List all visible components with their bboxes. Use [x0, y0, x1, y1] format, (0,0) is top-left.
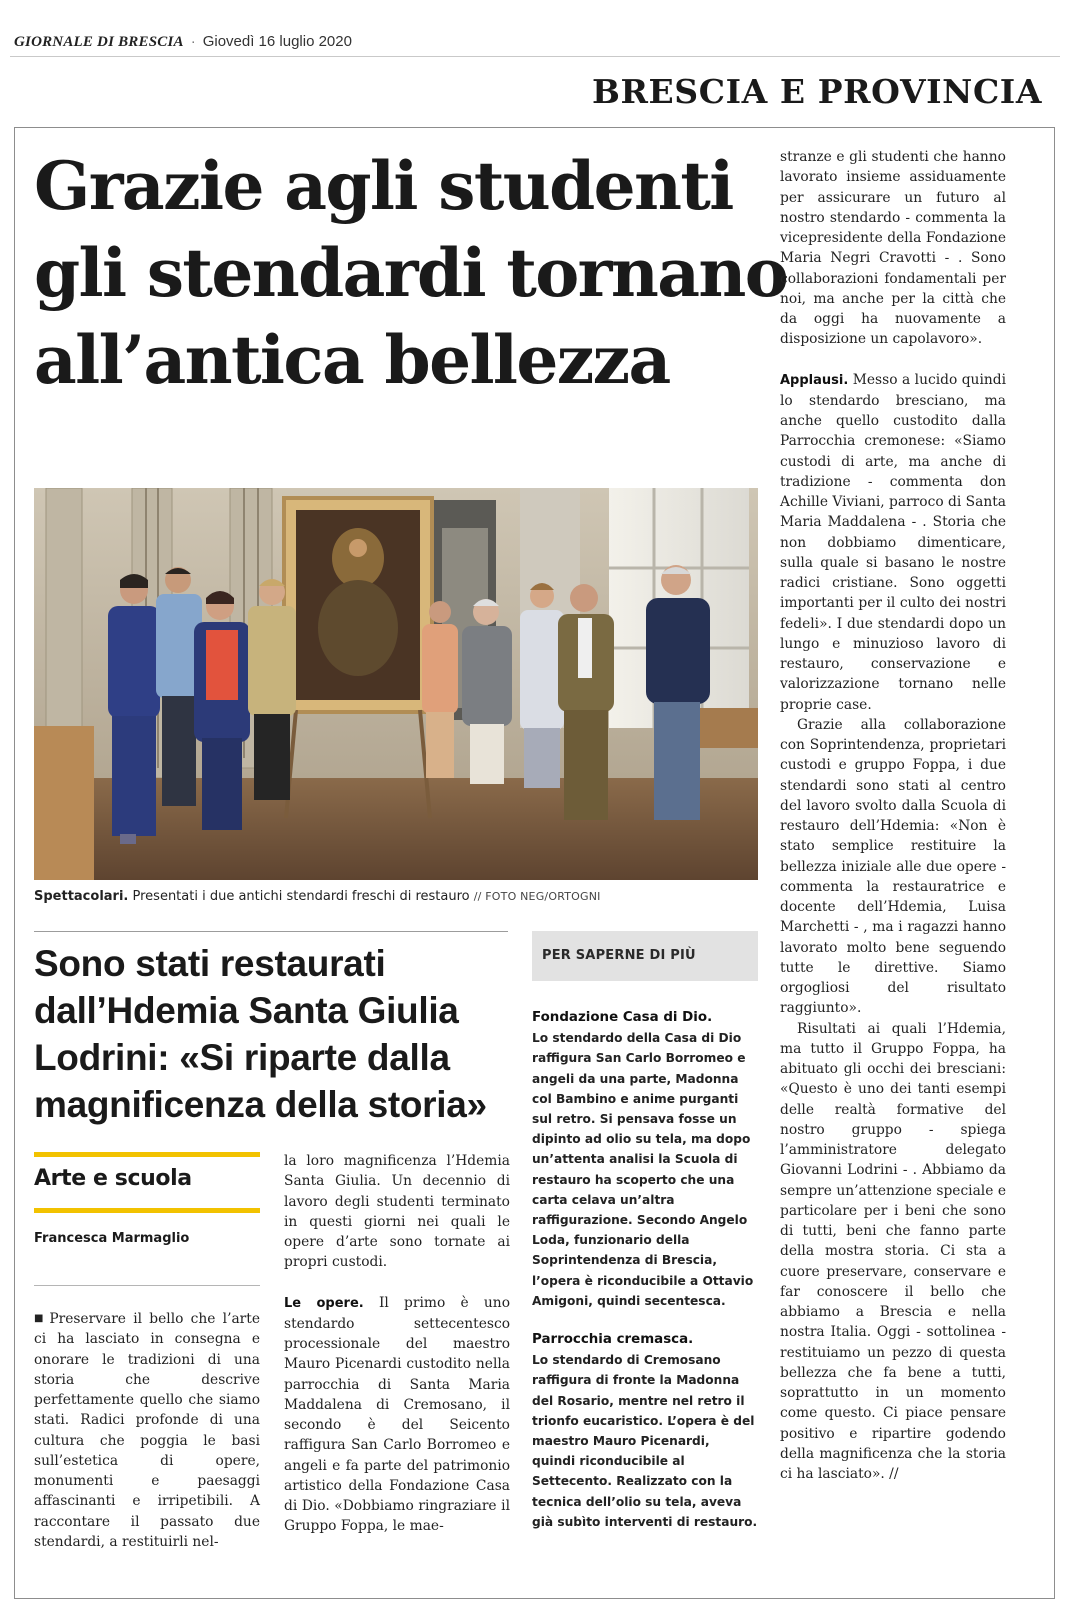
sidebar-line: quindi riconducibile al: [532, 1454, 685, 1469]
subheadline-line: magnificenza della storia»: [34, 1084, 487, 1125]
sidebar-line: raffigura San Carlo Borromeo e: [532, 1051, 746, 1066]
caption-text: Presentati i due antichi stendardi freschi di restauro: [132, 889, 470, 904]
sidebar-line: tecnica dell’olio su tela, aveva: [532, 1494, 742, 1509]
body-paragraph: [284, 1293, 510, 1537]
sidebar-line: Amigoni, quindi secentesca.: [532, 1293, 726, 1308]
subheadline-line: dall’Hdemia Santa Giulia: [34, 990, 459, 1031]
headline: [34, 143, 788, 404]
sidebar-line: trionfo eucaristico. L’opera è del: [532, 1413, 755, 1428]
sidebar-line: raffigura di fronte la Madonna: [532, 1373, 740, 1388]
body-paragraph: Grazie alla collaborazione con Soprintendenza, proprietari custodi e gruppo Foppa, i due stendardi sono stati al centro del lavoro svolto dalla Scuola di restauro dell’Hdemia: «Non è stato semplice restituire la bellezza iniziale alle due opere - commenta la restauratrice e docente dell’Hdemia, Luisa Marchetti - , ma i ragazzi hanno lavorato molto bene seguendo tutte le direttive. Siamo orgogliosi del risultato raggiunto».: [780, 716, 1006, 1017]
sidebar-item-heading: Fondazione Casa di Dio.: [532, 1010, 713, 1025]
sidebar-line: del Rosario, mentre nel retro il: [532, 1393, 745, 1408]
headline-line: all’antica bellezza: [34, 321, 670, 399]
sidebar-line: già subìto interventi di restauro.: [532, 1514, 758, 1529]
paragraph-text: Messo a lucido quindi lo stendardo bresciano, ma anche quello custodito dalla Parrocchia cremonese: «Siamo custodi di arte, ma anche di tradizione - commenta don Achille Viviani, parroco di Santa Maria Maddalena - . Storia che non dobbiamo dimenticare, sulla quale si basano le nostre radici cristiane. Sono oggetti importanti per il culto dei nostri fedeli». I due stendardi dopo un lungo e minuzioso lavoro di restauro, conservazione e valorizzazione tornano nelle proprie case.: [780, 371, 1006, 713]
sidebar-line: maestro Mauro Picenardi,: [532, 1434, 710, 1449]
kicker: Arte e scuola: [34, 1166, 192, 1191]
article-photo: [34, 488, 758, 880]
group-photo-illustration: [34, 488, 758, 880]
sidebar-line: dipinto ad olio su tela, ma dopo: [532, 1132, 751, 1147]
issue-date: Giovedì 16 luglio 2020: [202, 33, 352, 50]
sidebar-line: carta celava un’altra: [532, 1192, 675, 1207]
sidebar-line: Soprintendenza di Brescia,: [532, 1253, 717, 1268]
paragraph-text: Il primo è uno stendardo settecentesco processionale del maestro Mauro Picenardi custodito nella parrocchia di Santa Maria Maddalena di Cremosano, il secondo è del Seicento raffigura San Carlo Borromeo e angeli e fa parte del patrimonio artistico della Fondazione Casa di Dio. «Dobbiamo ringraziare il Gruppo Foppa, le mae-: [284, 1294, 510, 1535]
subhead-rule: [34, 931, 508, 932]
sidebar-item-2: [532, 1330, 758, 1532]
headline-line: gli stendardi tornano: [34, 234, 788, 312]
masthead-rule: [10, 56, 1060, 57]
sidebar-line: restauro ha scoperto che una: [532, 1172, 735, 1187]
newspaper-name: GIORNALE DI BRESCIA: [14, 34, 184, 50]
sidebar-line: sul retro. Si pensava fosse un: [532, 1112, 737, 1127]
sidebar-item-1: [532, 1008, 758, 1311]
person-4: [248, 579, 296, 800]
author-rule: [34, 1285, 260, 1286]
body-column-2: [284, 1151, 510, 1537]
person-8: [558, 584, 614, 820]
kicker-rule-top: [34, 1152, 260, 1157]
runin-heading: Applausi.: [780, 372, 849, 388]
sidebar-line: Settecento. Realizzato con la: [532, 1474, 733, 1489]
sidebar-line: col Bambino e anime purganti: [532, 1091, 739, 1106]
person-5: [422, 601, 458, 778]
section-title: BRESCIA E PROVINCIA: [592, 72, 1043, 111]
photo-caption: [34, 889, 764, 904]
masthead: [14, 33, 352, 51]
subheadline-line: Sono stati restaurati: [34, 943, 386, 984]
photo-credit: // FOTO NEG/ORTOGNI: [473, 890, 601, 903]
caption-lead: Spettacolari.: [34, 889, 129, 904]
runin-heading: Le opere.: [284, 1295, 364, 1311]
sidebar-title: PER SAPERNE DI PIÙ: [532, 931, 758, 981]
body-paragraph: stranze e gli studenti che hanno lavorato insieme assiduamente per assicurare un futuro al nostro stendardo - commenta la vicepresidente della Fondazione Maria Negri Cravotti - . Sono collaborazioni fondamentali per noi, ma anche per la città che da oggi ha nuovamente a disposizione un capolavoro».: [780, 149, 1006, 348]
sidebar-line: Lo stendardo di Cremosano: [532, 1353, 721, 1368]
paragraph-text: Preservare il bello che l’arte ci ha lasciato in consegna e onorare le tradizioni di una storia che descrive perfettamente quello che siamo stati. Radici profonde di una cultura che poggia le basi sull’estetica di opere, monumenti e paesaggi affascinanti e irripetibili. A raccontare il passato due stendardi, a restituirli nel-: [34, 1311, 260, 1550]
headline-line: Grazie agli studenti: [34, 147, 733, 225]
subheadline-line: Lodrini: «Si riparte dalla: [34, 1037, 450, 1078]
sidebar-line: un’attenta analisi la Scuola di: [532, 1152, 738, 1167]
person-7: [520, 583, 564, 788]
body-paragraph: [780, 370, 1006, 715]
sidebar-item-heading: Parrocchia cremasca.: [532, 1332, 694, 1347]
sidebar-line: l’opera è riconducibile a Ottavio: [532, 1273, 754, 1288]
sidebar-line: Lo stendardo della Casa di Dio: [532, 1031, 742, 1046]
body-column-3: [780, 147, 1006, 1484]
square-bullet-icon: ■: [34, 1313, 47, 1324]
body-column-1: [34, 1309, 260, 1552]
body-paragraph: [34, 1309, 260, 1552]
person-1: [108, 574, 160, 844]
sidebar-line: raffigurazione. Secondo Angelo: [532, 1213, 748, 1228]
body-paragraph: Risultati ai quali l’Hdemia, ma tutto il Gruppo Foppa, ha abituato gli occhi dei bresciani: «Questo è uno dei tanti esempi delle realtà formative del nostro gruppo - spiega l’amministratore delegato Giovanni Lodrini - . Abbiamo da sempre un’attenzione speciale e particolare per i beni che sono di tutti, beni che fanno parte della mostra storia. Ci sta a cuore preservare, conservare e far conoscere il bello che abbiamo a Brescia e nella nostra Italia. Oggi - sottolinea - restituiamo un pezzo di questa bellezza che fa bene a tutti, soprattutto in un momento come questo. Ci piace pensare positivo e ripartire godendo della magnificenza che la storia ci ha lasciato». //: [780, 1020, 1006, 1482]
kicker-rule-bottom: [34, 1208, 260, 1213]
person-3: [194, 591, 250, 830]
masthead-separator: ·: [190, 33, 196, 50]
sidebar-line: Loda, funzionario della: [532, 1233, 690, 1248]
sidebar-line: angeli da una parte, Madonna: [532, 1071, 739, 1086]
author-name: Francesca Marmaglio: [34, 1231, 190, 1246]
subheadline: [34, 940, 514, 1128]
body-paragraph: la loro magnificenza l’Hdemia Santa Giulia. Un decennio di lavoro degli studenti terminato in questi giorni nei quali le opere d’arte sono tornate ai propri custodi.: [284, 1153, 510, 1271]
